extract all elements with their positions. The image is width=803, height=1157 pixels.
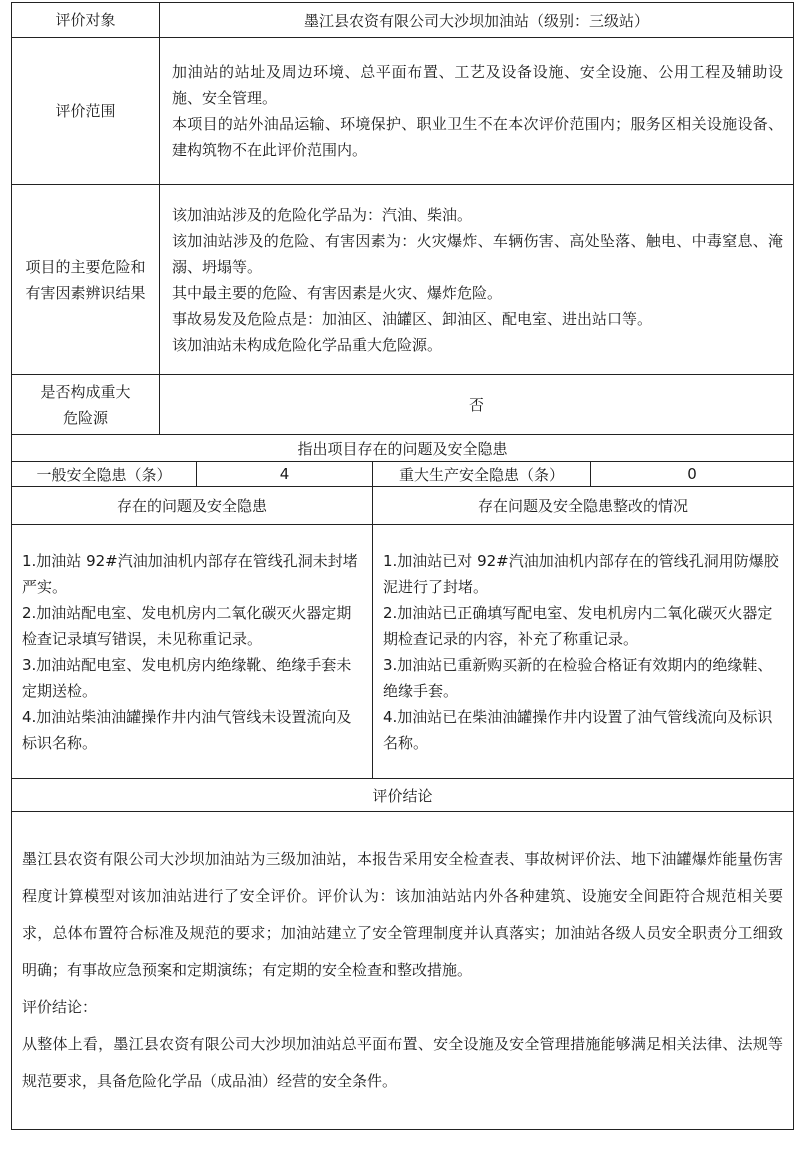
hazards-paragraph: 该加油站涉及的危险化学品为：汽油、柴油。 [172, 205, 473, 224]
scope-paragraph: 本项目的站外油品运输、环境保护、职业卫生不在本次评价范围内；服务区相关设施设备、建构筑物不在此评价范围内。 [172, 115, 784, 159]
major-source-value: 否 [160, 375, 794, 435]
object-row [12, 3, 794, 38]
object-label: 评价对象 [12, 3, 160, 38]
hazards-paragraph: 该加油站未构成危险化学品重大危险源。 [172, 335, 443, 354]
major-hazard-label: 重大生产安全隐患（条） [373, 462, 591, 487]
scope-content [160, 38, 794, 185]
conclusion-paragraph: 从整体上看，墨江县农资有限公司大沙坝加油站总平面布置、安全设施及安全管理措施能够满足相关法律、法规等规范要求，具备危险化学品（成品油）经营的安全条件。 [22, 1035, 784, 1090]
scope-paragraph: 加油站的站址及周边环境、总平面布置、工艺及设备设施、安全设施、公用工程及辅助设施、安全管理。 [172, 63, 784, 107]
issues-header-row [12, 487, 794, 525]
issue-item: 4.加油站柴油油罐操作井内油气管线未设置流向及标识名称。 [22, 707, 352, 752]
conclusion-content [12, 812, 794, 1130]
issues-right-header: 存在问题及安全隐患整改的情况 [373, 487, 794, 525]
issues-title-row [12, 435, 794, 462]
general-hazard-label: 一般安全隐患（条） [12, 462, 197, 487]
conclusion-paragraph: 墨江县农资有限公司大沙坝加油站为三级加油站，本报告采用安全检查表、事故树评价法、地下油罐爆炸能量伤害程度计算模型对该加油站进行了安全评价。评价认为：该加油站站内外各种建筑、设施安全间距符合规范相关要求，总体布置符合标准及规范的要求；加油站建立了安全管理制度并认真落实；加油站各级人员安全职责分工细致明确；有事故应急预案和定期演练；有定期的安全检查和整改措施。 [22, 850, 784, 979]
hazards-row [12, 185, 794, 375]
conclusion-title-row [12, 779, 794, 812]
summary-table [11, 2, 794, 1130]
rectification-item: 2.加油站已正确填写配电室、发电机房内二氧化碳灭火器定期检查记录的内容，补充了称重记录。 [383, 603, 773, 648]
issues-content-row [12, 525, 794, 779]
conclusion-title: 评价结论 [12, 779, 794, 812]
issue-item: 1.加油站 92#汽油加油机内部存在管线孔洞未封堵严实。 [22, 551, 358, 596]
hazards-content [160, 185, 794, 375]
issues-right-list [373, 525, 794, 779]
issue-item: 3.加油站配电室、发电机房内绝缘靴、绝缘手套未定期送检。 [22, 655, 352, 700]
hazards-paragraph: 事故易发及危险点是：加油区、油罐区、卸油区、配电室、进出站口等。 [172, 309, 653, 328]
conclusion-row [12, 812, 794, 1130]
scope-row [12, 38, 794, 185]
issues-left-header: 存在的问题及安全隐患 [12, 487, 373, 525]
hazards-paragraph: 该加油站涉及的危险、有害因素为：火灾爆炸、车辆伤害、高处坠落、触电、中毒窒息、淹溺、坍塌等。 [172, 231, 784, 276]
rectification-item: 3.加油站已重新购买新的在检验合格证有效期内的绝缘鞋、绝缘手套。 [383, 655, 773, 700]
rectification-item: 4.加油站已在柴油油罐操作井内设置了油气管线流向及标识名称。 [383, 707, 773, 752]
issue-item: 2.加油站配电室、发电机房内二氧化碳灭火器定期检查记录填写错误，未见称重记录。 [22, 603, 352, 648]
rectification-item: 1.加油站已对 92#汽油加油机内部存在的管线孔洞用防爆胶泥进行了封堵。 [383, 551, 779, 596]
hazards-paragraph: 其中最主要的危险、有害因素是火灾、爆炸危险。 [172, 283, 503, 302]
major-source-label: 是否构成重大危险源 [12, 375, 160, 435]
evaluation-summary-document [11, 2, 793, 1130]
general-hazard-count: 4 [197, 462, 373, 487]
major-hazard-count: 0 [591, 462, 794, 487]
issues-title: 指出项目存在的问题及安全隐患 [12, 435, 794, 462]
issues-left-list [12, 525, 373, 779]
conclusion-subhead: 评价结论： [22, 998, 98, 1016]
object-value: 墨江县农资有限公司大沙坝加油站（级别：三级站） [160, 3, 794, 38]
issues-count-row [12, 462, 794, 487]
hazards-label: 项目的主要危险和有害因素辨识结果 [12, 185, 160, 375]
scope-label: 评价范围 [12, 38, 160, 185]
major-source-row [12, 375, 794, 435]
